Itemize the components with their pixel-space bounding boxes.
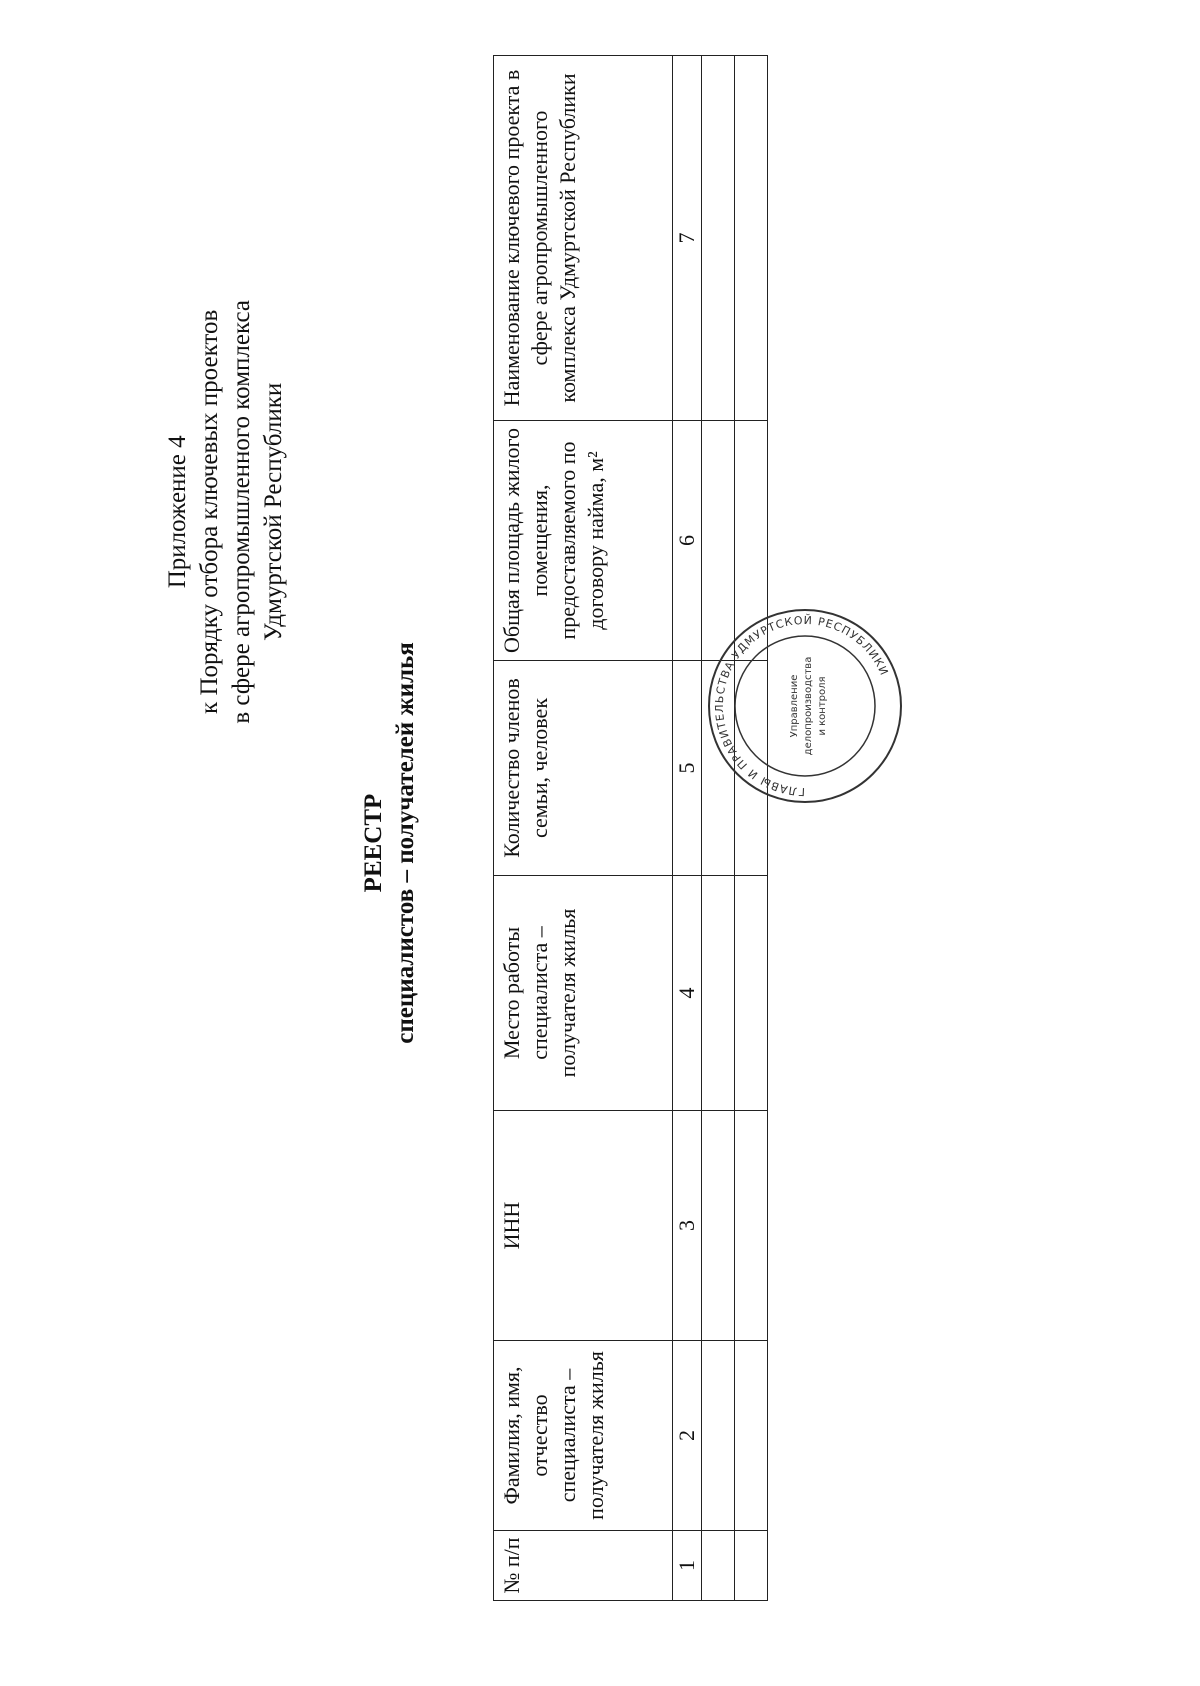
seal-inner-line: Управление [789,674,800,738]
table-cell [735,1531,768,1601]
header-cell-full-name: Фамилия, имя, отчество специалиста – получателя жилья [494,1341,673,1531]
table-cell [702,876,735,1111]
table-cell [702,56,735,421]
seal-inner-line: и контроля [817,676,828,736]
table-cell [702,1531,735,1601]
seal-stamp [705,606,905,806]
title-sub: специалистов – получателей жилья [392,642,419,1044]
column-number-cell: 3 [673,1111,702,1341]
registry-table [493,55,768,1601]
document-title [358,0,422,1686]
table-cell [702,1341,735,1531]
table-cell [735,1341,768,1531]
column-number-cell: 5 [673,661,702,876]
header-cell-inn: ИНН [494,1111,673,1341]
table-row [673,56,702,1601]
appendix-line: в сфере агропромышленного комплекса [228,300,255,724]
table-header-row [494,56,673,1601]
appendix-line: к Порядку отбора ключевых проектов [196,309,223,714]
table-row [735,56,768,1601]
table-row [702,56,735,1601]
column-number-cell: 1 [673,1531,702,1601]
column-number-cell: 7 [673,56,702,421]
seal-inner-line: делопроизводства [803,656,814,756]
header-cell-number: № п/п [494,1531,673,1601]
title-main: РЕЕСТР [360,793,387,893]
table-cell [735,1111,768,1341]
header-cell-living-area: Общая площадь жилого помещения, предоставляемого по договору найма, м² [494,421,673,661]
table-cell [735,876,768,1111]
column-number-cell: 6 [673,421,702,661]
appendix-line: Удмуртской Республики [260,382,287,641]
table-cell [735,56,768,421]
appendix-line: Приложение 4 [164,435,191,589]
column-number-cell: 2 [673,1341,702,1531]
table-cell [702,1111,735,1341]
header-cell-project-name: Наименование ключевого проекта в сфере агропромышленного комплекса Удмуртской Республики [494,56,673,421]
appendix-header [162,300,290,724]
header-cell-family-members: Количество членов семьи, человек [494,661,673,876]
seal-outer-text: ГЛАВЫ И ПРАВИТЕЛЬСТВА УДМУРТСКОЙ РЕСПУБЛИКИ [712,613,891,799]
header-cell-workplace: Место работы специалиста – получателя жилья [494,876,673,1111]
column-number-cell: 4 [673,876,702,1111]
